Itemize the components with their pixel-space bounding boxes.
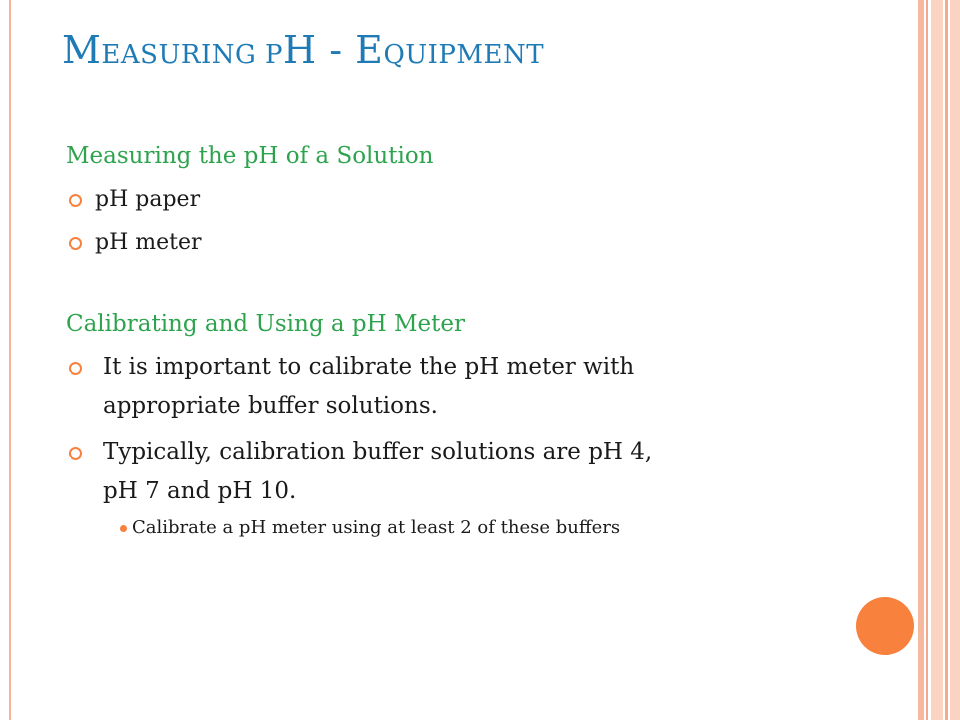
ring-bullet-icon [69,362,82,375]
slide-title [62,28,544,72]
right-stripe-4 [945,0,948,720]
bullet-text-line2: pH 7 and pH 10. [103,478,297,504]
title-part: QUIPMENT [383,40,545,70]
ring-bullet-icon [69,447,82,460]
orange-circle-decoration [856,597,914,655]
dot-bullet-icon [120,525,127,532]
bullet-text-line1: It is important to calibrate the pH meter with [103,354,635,380]
right-stripe-1 [918,0,924,720]
title-part: H - E [283,28,384,72]
title-part: M [62,28,102,72]
right-stripe-5 [950,0,960,720]
sub-bullet-calibrate [132,517,620,538]
bullet-text-line1: Typically, calibration buffer solutions are pH 4, [103,439,653,465]
bullet-text-line2: appropriate buffer solutions. [103,393,438,419]
right-stripe-3 [931,0,943,720]
left-frame-line [9,0,11,720]
sub-bullet-text: Calibrate a pH meter using at least 2 of these buffers [132,517,621,538]
section-heading-calibrating: Calibrating and Using a pH Meter [66,311,465,337]
bullet-text: pH meter [95,230,202,255]
bullet-text: pH paper [95,187,201,212]
ring-bullet-icon [69,237,82,250]
title-part: P [265,40,284,70]
title-part: EASURING [101,40,266,70]
right-stripe-2 [926,0,928,720]
ring-bullet-icon [69,194,82,207]
section-heading-measuring: Measuring the pH of a Solution [66,143,434,169]
